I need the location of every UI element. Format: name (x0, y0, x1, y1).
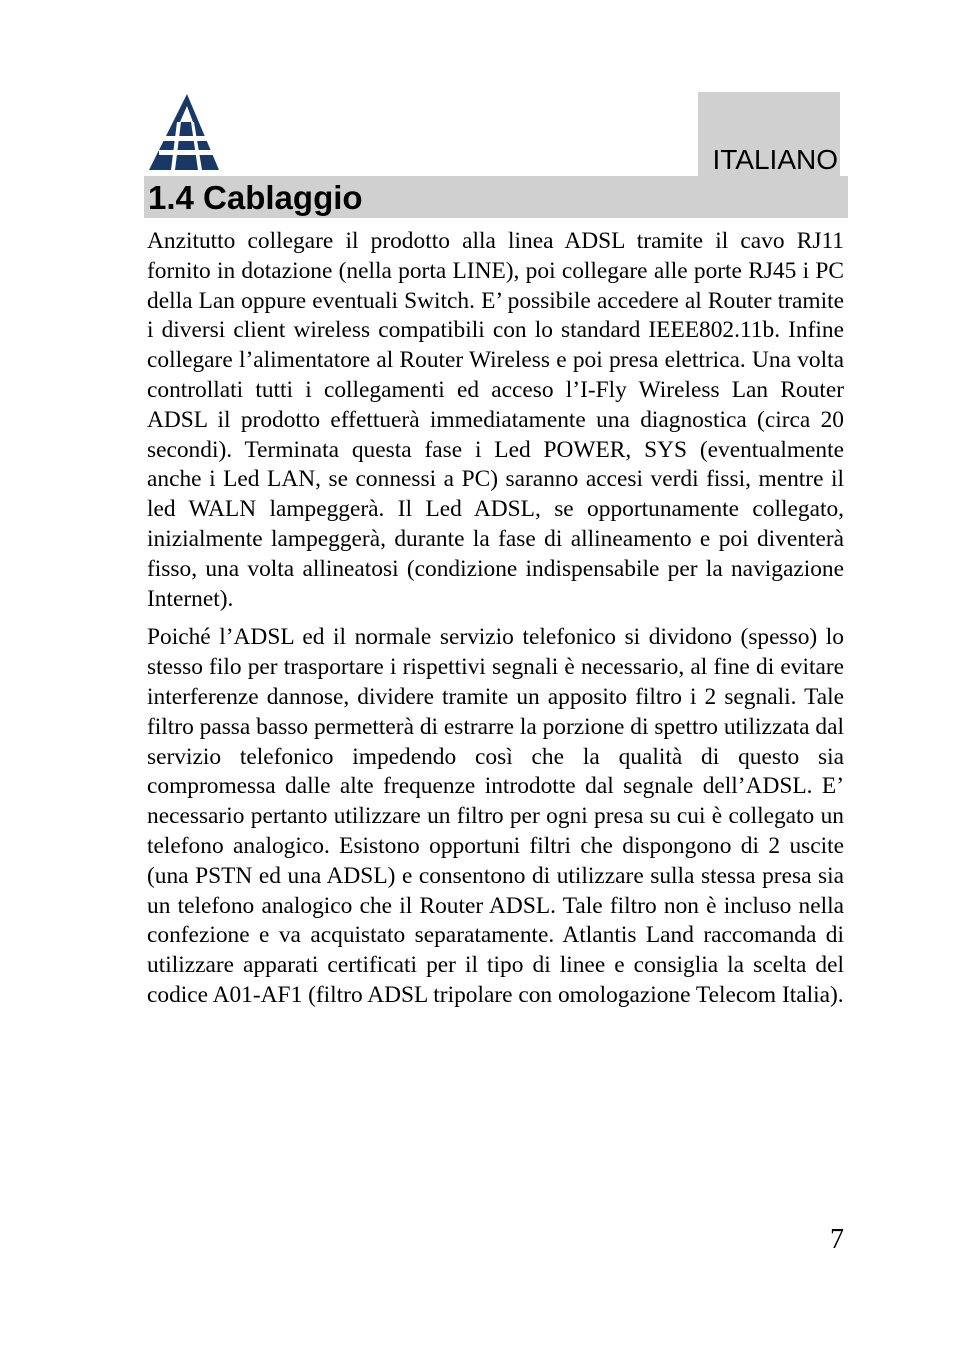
language-label: ITALIANO (712, 144, 838, 175)
section-title-bar (144, 176, 848, 218)
atlantis-land-logo-icon (147, 92, 221, 172)
body-paragraph-1: Anzitutto collegare il prodotto alla linea ADSL tramite il cavo RJ11 fornito in dotazione (nella porta LINE), poi collegare alle porte RJ45 i PC della Lan oppure eventuali Switch. E’ possibile accedere al Router tramite i diversi client wireless compatibili con lo standard IEEE802.11b. Infine collegare l’alimentatore al Router Wireless e poi presa elettrica. Una volta controllati tutti i collegamenti ed acceso l’I-Fly Wireless Lan Router ADSL il prodotto effettuerà immediatamente una diagnostica (circa 20 secondi). Terminata questa fase i Led POWER, SYS (eventualmente anche i Led LAN, se connessi a PC) saranno accesi verdi fissi, mentre il led WALN lampeggerà. Il Led ADSL, se opportunamente collegato, inizialmente lampeggerà, durante la fase di allineamento e poi diventerà fisso, una volta allineatosi (condizione indispensabile per la navigazione Internet). (147, 228, 844, 612)
page-number: 7 (830, 1224, 844, 1255)
section-title: 1.4 Cablaggio (148, 179, 363, 216)
body-content (147, 227, 844, 1020)
body-paragraph-2: Poiché l’ADSL ed il normale servizio telefonico si dividono (spesso) lo stesso filo per trasportare i rispettivi segnali è necessario, al fine di evitare interferenze dannose, dividere tramite un apposito filtro i 2 segnali. Tale filtro passa basso permetterà di estrarre la porzione di spettro utilizzata dal servizio telefonico impedendo così che la qualità di questo sia compromessa dalle alte frequenze introdotte dal segnale dell’ADSL. E’ necessario pertanto utilizzare un filtro per ogni presa su cui è collegato un telefono analogico. Esistono opportuni filtri che dispongono di 2 uscite (una PSTN ed una ADSL) e consentono di utilizzare sulla stessa presa sia un telefono analogico che il Router ADSL. Tale filtro non è incluso nella confezione e va acquistato separatamente. Atlantis Land raccomanda di utilizzare apparati certificati per il tipo di linee e consiglia la scelta del codice A01-AF1 (filtro ADSL tripolare con omologazione Telecom Italia). (147, 624, 844, 1008)
language-tab (698, 92, 840, 176)
